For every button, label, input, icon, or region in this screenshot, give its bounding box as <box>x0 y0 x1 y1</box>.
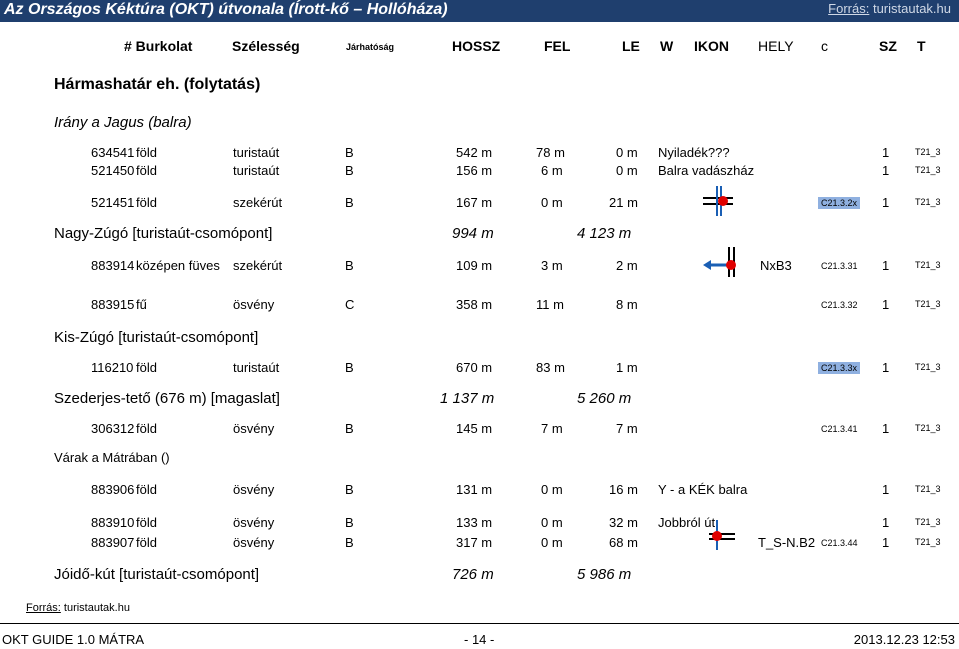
row-pass: B <box>345 421 354 436</box>
row-t: T21_3 <box>915 260 941 270</box>
waypoint-joido-cum: 5 986 m <box>577 566 632 583</box>
row-t: T21_3 <box>915 362 941 372</box>
source-bottom-link[interactable]: turistautak.hu <box>63 602 130 614</box>
row-length: 133 m <box>456 515 493 530</box>
row-surface: föld <box>136 421 157 436</box>
row-down: 32 m <box>609 515 638 530</box>
row-up: 0 m <box>541 195 563 210</box>
row-width: turistaút <box>233 360 280 375</box>
row-sz: 1 <box>882 163 890 178</box>
row-note: Nyiladék??? <box>658 145 730 160</box>
row-sz: 1 <box>882 297 890 312</box>
direction-text: Irány a Jagus (balra) <box>54 114 192 131</box>
header-w: W <box>660 38 674 54</box>
row-sz: 1 <box>882 535 890 550</box>
row-up: 11 m <box>536 297 564 312</box>
row-note: Y - a KÉK balra <box>658 482 748 497</box>
row-id: 521450 <box>91 163 135 178</box>
row-up: 3 m <box>541 258 563 273</box>
row-width: szekérút <box>233 195 283 210</box>
row-pass: B <box>345 145 354 160</box>
row-width: turistaút <box>233 163 280 178</box>
row-sz: 1 <box>882 258 890 273</box>
header-c: c <box>821 38 828 54</box>
source-top-link[interactable]: turistautak.hu <box>872 1 951 16</box>
row-down: 0 m <box>616 163 638 178</box>
row-pass: B <box>345 258 354 273</box>
row-id: 883907 <box>91 535 135 550</box>
row-sz: 1 <box>882 515 890 530</box>
row-width: ösvény <box>233 535 275 550</box>
row-width: ösvény <box>233 421 275 436</box>
row-surface: fű <box>136 297 147 312</box>
row-length: 317 m <box>456 535 493 550</box>
header-t: T <box>917 38 926 54</box>
row-surface: középen füves <box>136 258 220 273</box>
row-t: T21_3 <box>915 299 941 309</box>
row-width: ösvény <box>233 515 275 530</box>
header-fel: FEL <box>544 38 571 54</box>
header-szelesseg: Szélesség <box>232 38 300 54</box>
row-sz: 1 <box>882 195 890 210</box>
footer-center: - 14 - <box>464 632 495 647</box>
row-surface: föld <box>136 482 157 497</box>
turn-left-arrow-icon <box>703 247 739 279</box>
source-top <box>828 1 951 16</box>
waypoint-nagyzugo-dist: 994 m <box>452 225 494 242</box>
row-length: 670 m <box>456 360 493 375</box>
footer-divider <box>0 623 959 624</box>
row-t: T21_3 <box>915 484 941 494</box>
waypoint-szederjes-dist: 1 137 m <box>440 390 495 407</box>
row-note: Jobbról út <box>658 515 716 530</box>
row-id: 883914 <box>91 258 135 273</box>
row-up: 78 m <box>536 145 565 160</box>
row-t: T21_3 <box>915 517 941 527</box>
row-id: 306312 <box>91 421 135 436</box>
row-sz: 1 <box>882 421 890 436</box>
row-c-code: C21.3.44 <box>821 538 858 548</box>
header-hossz: HOSSZ <box>452 38 501 54</box>
row-id: 116210 <box>91 360 134 375</box>
row-t: T21_3 <box>915 147 941 157</box>
row-c-code: C21.3.31 <box>821 261 858 271</box>
row-c-code: C21.3.41 <box>821 424 858 434</box>
row-id: 883906 <box>91 482 135 497</box>
row-hely: NxB3 <box>760 258 792 273</box>
source-bottom-label: Forrás: <box>26 602 61 614</box>
row-t: T21_3 <box>915 197 941 207</box>
row-length: 145 m <box>456 421 493 436</box>
row-t: T21_3 <box>915 423 941 433</box>
row-up: 6 m <box>541 163 563 178</box>
row-pass: B <box>345 515 354 530</box>
row-length: 358 m <box>456 297 493 312</box>
row-up: 0 m <box>541 482 563 497</box>
row-pass: B <box>345 195 354 210</box>
row-sz: 1 <box>882 482 890 497</box>
footer-right: 2013.12.23 12:53 <box>853 632 955 647</box>
row-id: 634541 <box>91 145 135 160</box>
row-pass: B <box>345 482 354 497</box>
row-sz: 1 <box>882 360 890 375</box>
row-pass: B <box>345 535 354 550</box>
row-c-code: C21.3.2x <box>818 197 860 209</box>
header-burkolat: # Burkolat <box>124 38 193 54</box>
header-le: LE <box>622 38 640 54</box>
row-id: 883910 <box>91 515 135 530</box>
waypoint-joido: Jóidő-kút [turistaút-csomópont] <box>54 566 260 583</box>
page-title: Az Országos Kéktúra (OKT) útvonala (Írott-kő – Hollóháza) <box>4 1 448 18</box>
waypoint-szederjes: Szederjes-tető (676 m) [magaslat] <box>54 390 280 407</box>
row-hely: T_S-N.B2 <box>758 535 816 550</box>
row-up: 0 m <box>541 535 563 550</box>
row-length: 167 m <box>456 195 493 210</box>
waypoint-joido-dist: 726 m <box>452 566 494 583</box>
row-down: 7 m <box>616 421 638 436</box>
waypoint-nagyzugo: Nagy-Zúgó [turistaút-csomópont] <box>54 225 273 242</box>
row-t: T21_3 <box>915 537 941 547</box>
footer-left: OKT GUIDE 1.0 MÁTRA <box>2 632 145 647</box>
header-sz: SZ <box>879 38 897 54</box>
row-width: szekérút <box>233 258 283 273</box>
junction-icon <box>703 520 735 552</box>
row-length: 131 m <box>456 482 493 497</box>
waypoint-nagyzugo-cum: 4 123 m <box>577 225 632 242</box>
row-down: 8 m <box>616 297 638 312</box>
row-up: 83 m <box>536 360 565 375</box>
row-surface: föld <box>136 535 157 550</box>
row-note: Balra vadászház <box>658 163 755 178</box>
row-pass: B <box>345 360 354 375</box>
row-down: 21 m <box>609 195 638 210</box>
row-width: ösvény <box>233 297 275 312</box>
waypoint-kiszugo: Kis-Zúgó [turistaút-csomópont] <box>54 329 259 346</box>
row-down: 16 m <box>609 482 638 497</box>
row-up: 0 m <box>541 515 563 530</box>
row-surface: föld <box>136 145 157 160</box>
row-t: T21_3 <box>915 165 941 175</box>
row-id: 883915 <box>91 297 135 312</box>
row-id: 521451 <box>91 195 135 210</box>
junction-icon <box>703 186 733 218</box>
row-down: 2 m <box>616 258 638 273</box>
row-down: 68 m <box>609 535 638 550</box>
row-length: 542 m <box>456 145 493 160</box>
row-length: 156 m <box>456 163 493 178</box>
header-hely: HELY <box>758 38 794 54</box>
row-down: 0 m <box>616 145 638 160</box>
row-width: ösvény <box>233 482 275 497</box>
source-top-label: Forrás: <box>828 1 870 16</box>
section-title: Hármashatár eh. (folytatás) <box>54 76 261 93</box>
row-surface: föld <box>136 515 157 530</box>
row-pass: B <box>345 163 354 178</box>
row-sz: 1 <box>882 145 890 160</box>
header-ikon: IKON <box>694 38 729 54</box>
row-c-code: C21.3.32 <box>821 300 858 310</box>
row-surface: föld <box>136 360 157 375</box>
waypoint-szederjes-cum: 5 260 m <box>577 390 632 407</box>
source-bottom <box>26 602 130 614</box>
row-surface: föld <box>136 195 157 210</box>
row-down: 1 m <box>616 360 638 375</box>
header-jarhatosag: Járhatóság <box>346 42 395 52</box>
row-up: 7 m <box>541 421 563 436</box>
waypoint-varak: Várak a Mátrában () <box>54 450 170 465</box>
row-width: turistaút <box>233 145 280 160</box>
row-pass: C <box>345 297 355 312</box>
row-c-code: C21.3.3x <box>818 362 860 374</box>
row-length: 109 m <box>456 258 493 273</box>
row-surface: föld <box>136 163 157 178</box>
